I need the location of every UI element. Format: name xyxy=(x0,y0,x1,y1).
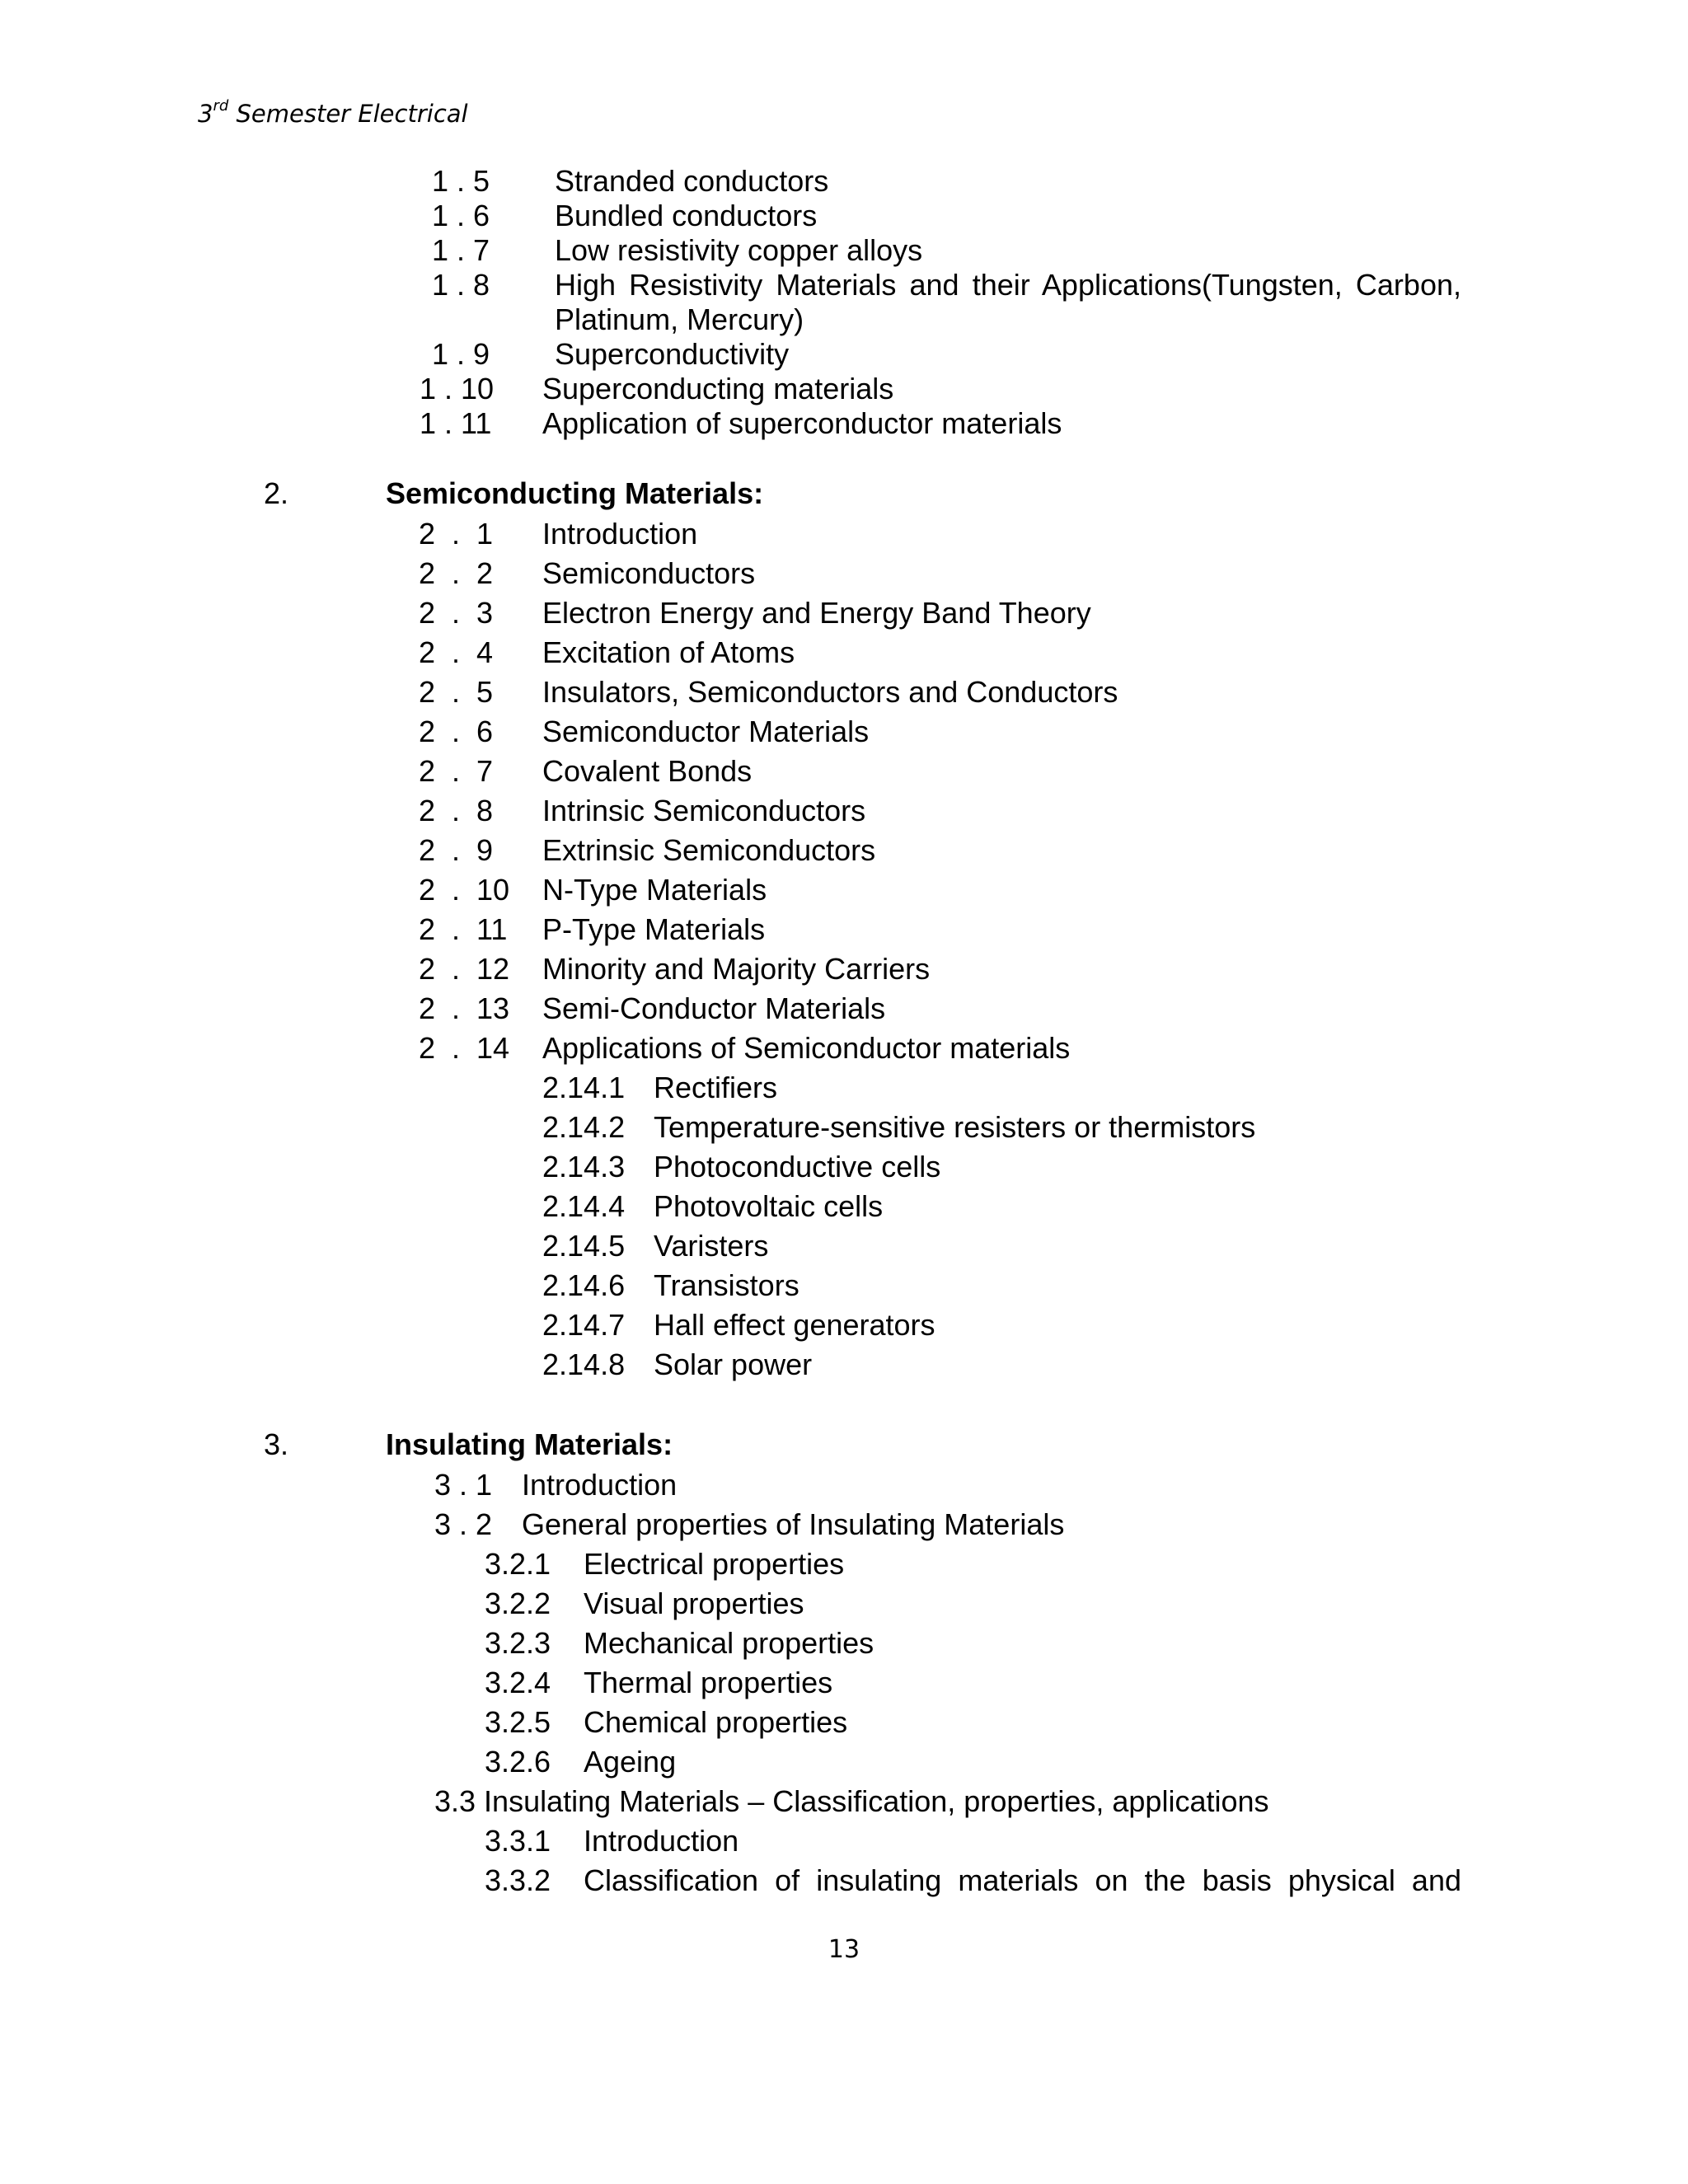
item-text: Electron Energy and Energy Band Theory xyxy=(542,596,1091,630)
sub-item-number: 2.14.3 xyxy=(542,1150,626,1183)
header-ordinal: 3 xyxy=(198,100,213,128)
item-number: 2 . 6 xyxy=(419,715,494,748)
item-number: 2 . 5 xyxy=(419,675,494,709)
sub-item-text: Ageing xyxy=(584,1745,677,1779)
section-number: 2. xyxy=(264,476,289,510)
sub-item-number: 3.3.1 xyxy=(485,1824,551,1858)
section-number: 3. xyxy=(264,1427,289,1461)
item-text: Bundled conductors xyxy=(555,199,818,232)
item-text: Introduction xyxy=(542,517,698,551)
sub-item-number: 3.2.5 xyxy=(485,1705,551,1739)
sub-item-number: 2.14.7 xyxy=(542,1308,626,1342)
item-text: Minority and Majority Carriers xyxy=(542,952,931,986)
item-text: Covalent Bonds xyxy=(542,754,753,788)
sub-item-number: 2.14.2 xyxy=(542,1110,626,1144)
item-text: General properties of Insulating Materials xyxy=(522,1507,1065,1541)
item-text: Low resistivity copper alloys xyxy=(555,233,923,267)
sub-item-text: Chemical properties xyxy=(584,1705,848,1739)
item-number: 1 . 9 xyxy=(432,337,490,371)
sub-item-text: Visual properties xyxy=(584,1586,804,1620)
item-text: Excitation of Atoms xyxy=(542,635,795,669)
item-text: N-Type Materials xyxy=(542,873,767,907)
sub-item-text: Mechanical properties xyxy=(584,1626,874,1660)
item-number: 1 . 5 xyxy=(432,164,490,198)
sub-item-text: Electrical properties xyxy=(584,1547,845,1581)
sub-item-number: 3.2.2 xyxy=(485,1586,551,1620)
item-text: High Resistivity Materials and their Applications(Tungsten, Carbon, xyxy=(555,268,1461,302)
sub-item-text: Varisters xyxy=(654,1229,769,1263)
sub-item-text: Hall effect generators xyxy=(654,1308,935,1342)
item-text: Superconductivity xyxy=(555,337,790,371)
sub-item-number: 2.14.6 xyxy=(542,1268,626,1302)
sub-item-number: 3.3.2 xyxy=(485,1863,551,1897)
item-number: 1 . 7 xyxy=(432,233,490,267)
item-number: 2 . 9 xyxy=(419,833,494,867)
item-text: Stranded conductors xyxy=(555,164,829,198)
sub-item-number: 3.2.1 xyxy=(485,1547,551,1581)
item-number: 2 . 12 xyxy=(419,952,510,986)
item-text: Semiconductor Materials xyxy=(542,715,870,748)
sub-item-number: 3.2.3 xyxy=(485,1626,551,1660)
page-number: 13 xyxy=(828,1935,860,1964)
item-number: 2 . 7 xyxy=(419,754,494,788)
item-text: Intrinsic Semiconductors xyxy=(542,794,866,827)
item-text: Extrinsic Semiconductors xyxy=(542,833,876,867)
item-number: 1 . 11 xyxy=(420,406,492,440)
item-number: 2 . 10 xyxy=(419,873,510,907)
list-item xyxy=(434,1783,1269,1820)
sub-item-number: 2.14.5 xyxy=(542,1229,626,1263)
sub-item-text: Transistors xyxy=(654,1268,799,1302)
item-number: 2 . 4 xyxy=(419,635,494,669)
item-text-continuation: Platinum, Mercury) xyxy=(555,302,804,336)
item-number: 2 . 14 xyxy=(419,1031,510,1065)
item-text: Semiconductors xyxy=(542,556,756,590)
item-text: 3.3 Insulating Materials – Classification, properties, applications xyxy=(434,1784,1269,1818)
sub-item-text: Classification of insulating materials on the basis physical and xyxy=(584,1863,1461,1897)
section-title: Insulating Materials: xyxy=(386,1427,673,1461)
sub-item-text: Photovoltaic cells xyxy=(654,1189,884,1223)
header-ordinal-suffix: rd xyxy=(213,97,229,115)
header-title: Semester Electrical xyxy=(228,100,468,128)
item-number: 2 . 11 xyxy=(419,912,508,946)
item-number: 2 . 3 xyxy=(419,596,494,630)
item-text: Semi-Conductor Materials xyxy=(542,991,886,1025)
sub-item-text: Rectifiers xyxy=(654,1071,778,1104)
sub-item-number: 2.14.4 xyxy=(542,1189,626,1223)
sub-item-text: Temperature-sensitive resisters or thermistors xyxy=(654,1110,1256,1144)
item-text: P-Type Materials xyxy=(542,912,766,946)
item-number: 2 . 1 xyxy=(419,517,494,551)
item-text: Insulators, Semiconductors and Conductors xyxy=(542,675,1118,709)
sub-item-text: Photoconductive cells xyxy=(654,1150,941,1183)
section-title: Semiconducting Materials: xyxy=(386,476,764,510)
item-number: 2 . 2 xyxy=(419,556,494,590)
sub-item-text: Thermal properties xyxy=(584,1666,833,1699)
item-number: 1 . 10 xyxy=(420,372,495,405)
sub-item-number: 2.14.1 xyxy=(542,1071,626,1104)
item-number: 3 . 2 xyxy=(434,1507,493,1541)
item-number: 1 . 8 xyxy=(432,268,490,302)
item-number: 2 . 13 xyxy=(419,991,510,1025)
item-text: Introduction xyxy=(522,1468,678,1502)
sub-item-number: 3.2.4 xyxy=(485,1666,551,1699)
item-number: 3 . 1 xyxy=(434,1468,493,1502)
item-text: Application of superconductor materials xyxy=(542,406,1062,440)
item-number: 2 . 8 xyxy=(419,794,494,827)
sub-item-number: 3.2.6 xyxy=(485,1745,551,1779)
item-number: 1 . 6 xyxy=(432,199,490,232)
sub-item-text: Introduction xyxy=(584,1824,739,1858)
running-header xyxy=(198,97,468,130)
sub-item-number: 2.14.8 xyxy=(542,1347,626,1381)
sub-item-text: Solar power xyxy=(654,1347,813,1381)
item-text: Superconducting materials xyxy=(542,372,894,405)
item-text: Applications of Semiconductor materials xyxy=(542,1031,1071,1065)
